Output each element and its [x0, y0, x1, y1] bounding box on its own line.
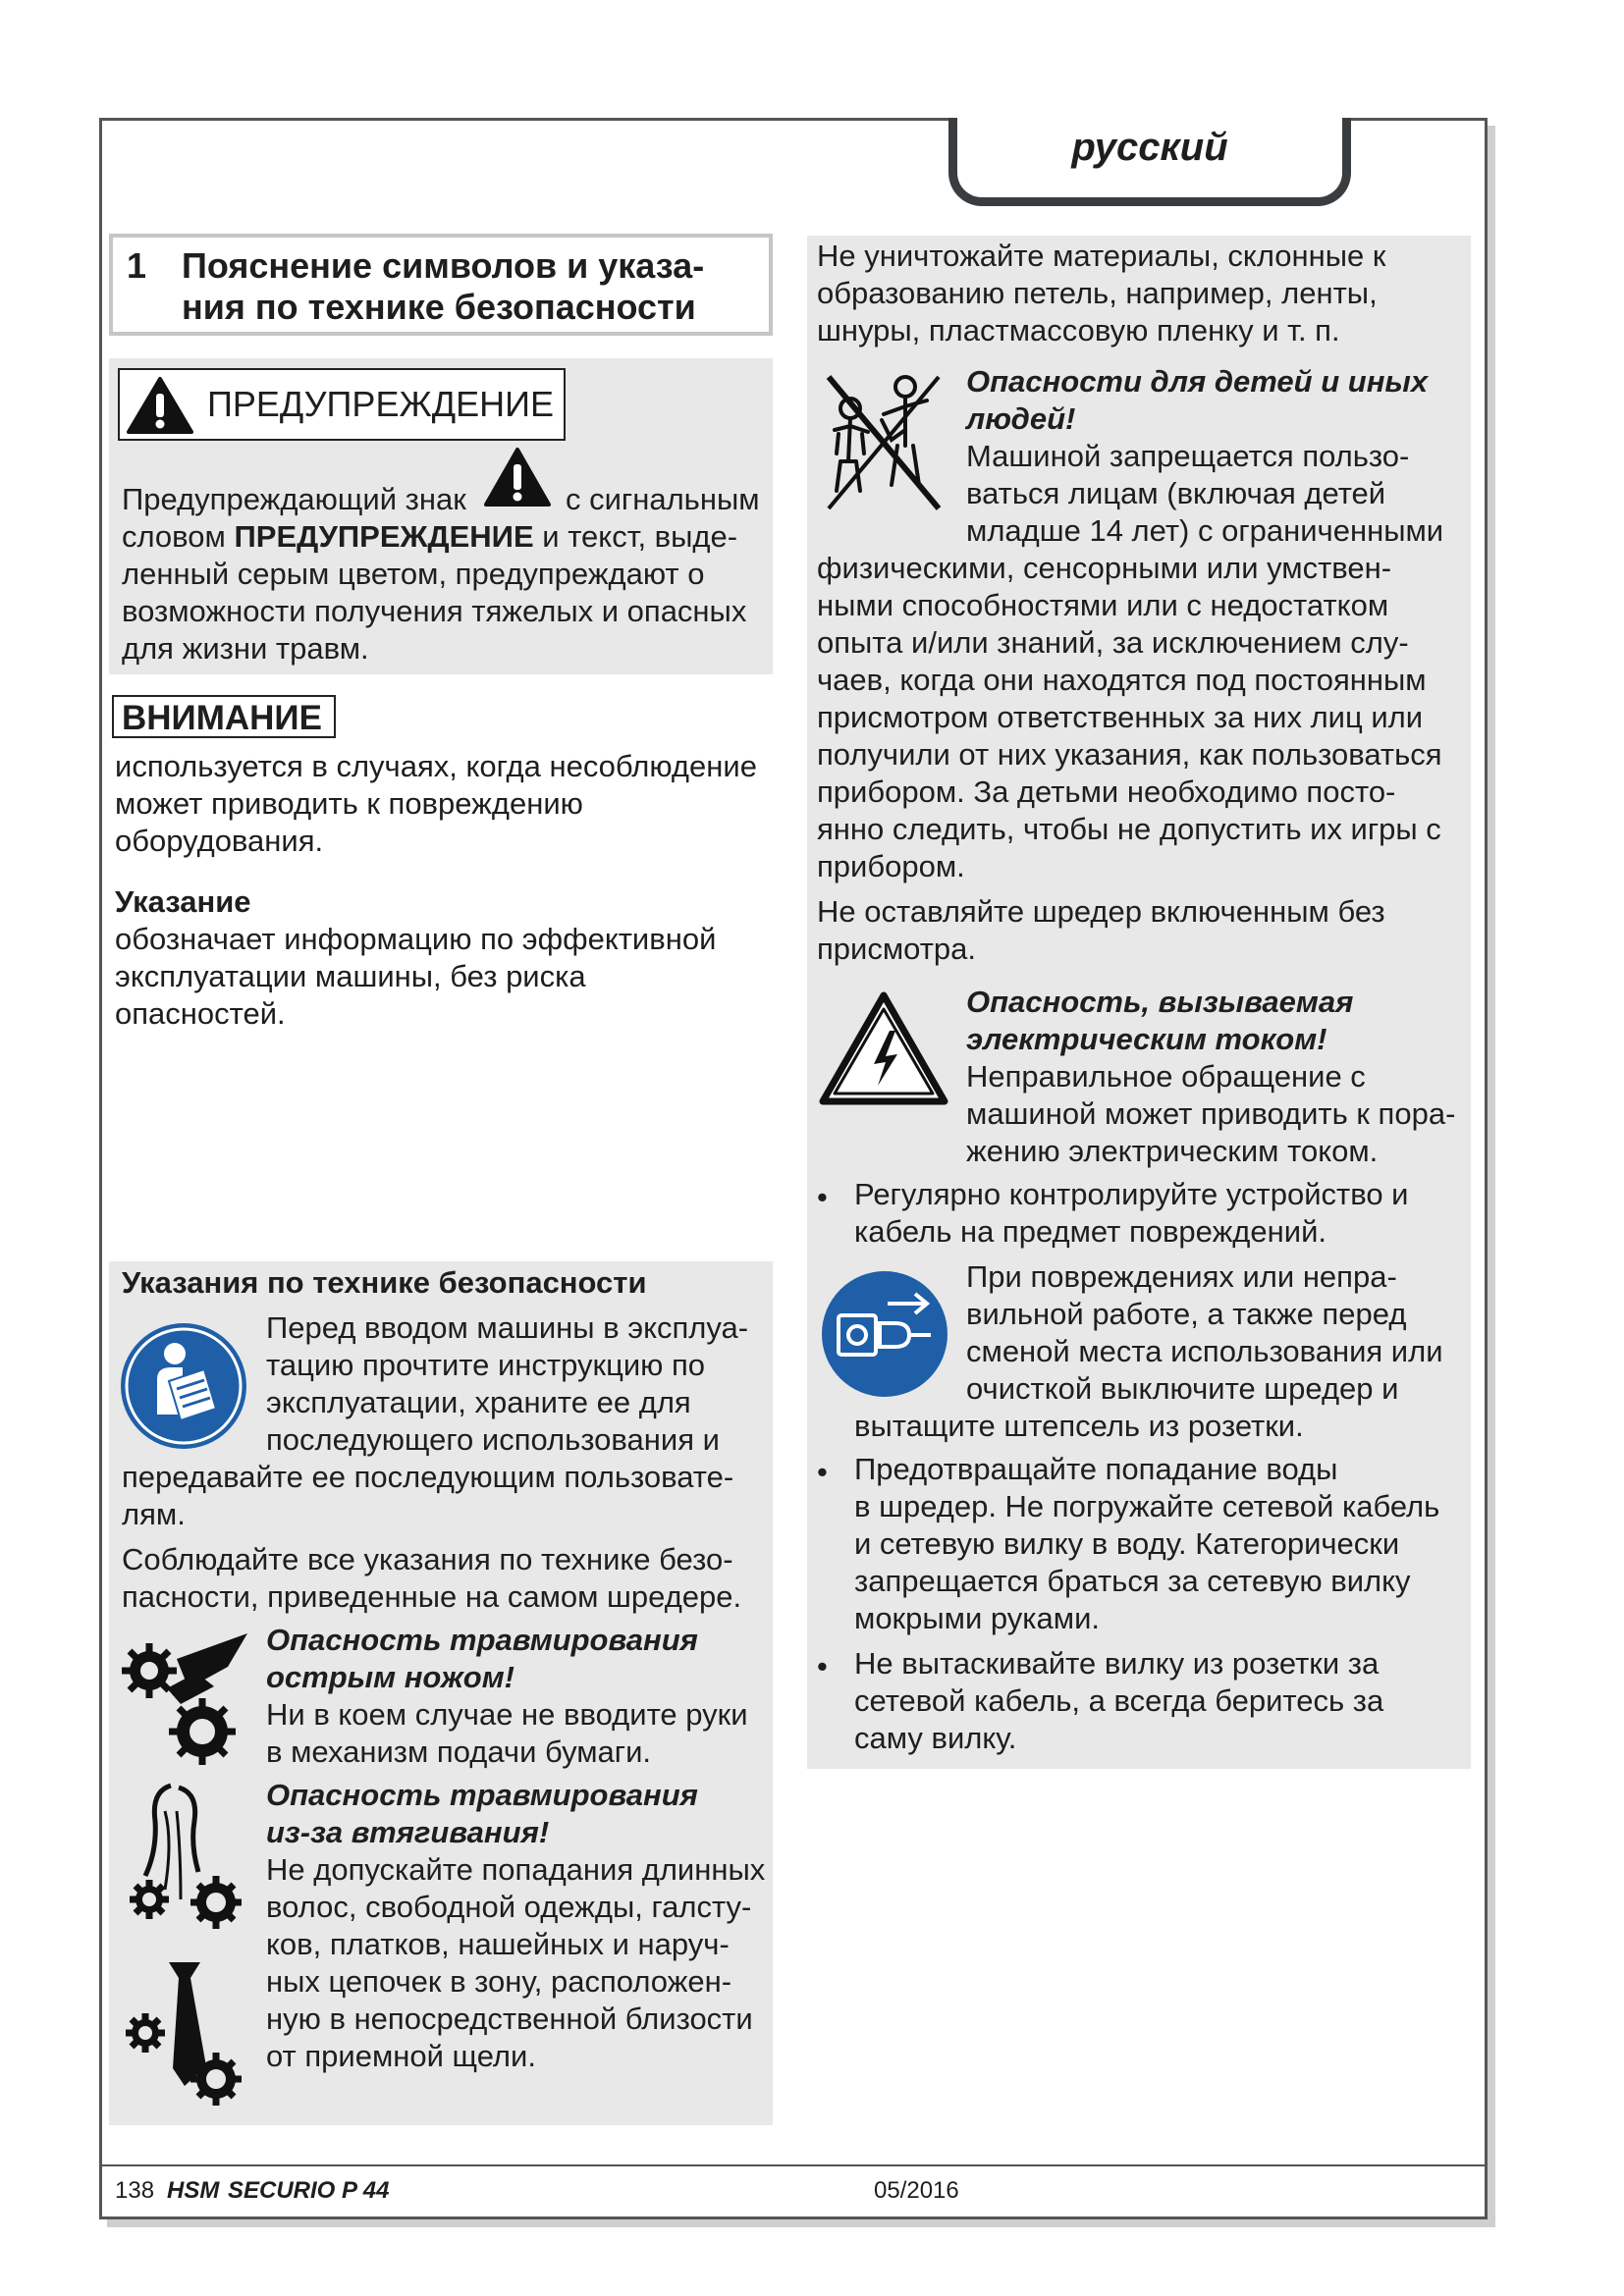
children-prohibited-icon [823, 371, 945, 512]
pull-title: Опасность травмирования из-за втягивания! [266, 1778, 698, 1849]
materials-text: Не уничтожайте материалы, склонные к образованию петель, например, ленты, шнуры, пластмассовую пленку и т. п. [817, 239, 1386, 347]
knife-text: Ни в коем случае не вводите руки в механизм подачи бумаги. [266, 1697, 748, 1769]
bullet-1-text: Регулярно контролируйте устройство и кабель на предмет повреждений. [854, 1177, 1409, 1249]
warning-line-4: возможности получения тяжелых и опасных [122, 594, 747, 628]
warning-line-5: для жизни травм. [122, 631, 369, 666]
tie-entanglement-icon [122, 1958, 253, 2106]
warning-line-3: ленный серым цветом, предупреждают о [122, 557, 705, 591]
knife-title: Опасность травмирования острым ножом! [266, 1623, 698, 1694]
observe-text: Соблюдайте все указания по технике безо- пасности, приведенные на самом шредере. [122, 1542, 742, 1614]
entanglement-hazard-icon [122, 1782, 253, 1929]
unattended-text: Не оставляйте шредер включенным без присмотра. [817, 894, 1385, 966]
unplug-icon [819, 1268, 950, 1400]
language-label: русский [1071, 126, 1228, 169]
warning-line-2 [122, 518, 737, 556]
electric-title: Опасность, вызываемая электрическим током! [966, 985, 1354, 1056]
children-text-b: физическими, сенсорными или умствен- ными способностями или с недостатком опыта и/или знаний, за исключением слу- чаев, когда они находятся под постоянным присмотром ответственных за них лиц или получили от них указания, как пользоваться прибором. За детьми необходимо посто- янно следить, чтобы не допустить их игры с прибором. [817, 551, 1442, 883]
children-text-a: Машиной запрещается пользо- ваться лицам (включая детей младше 14 лет) с ограниченными [966, 439, 1444, 548]
pull-text: Не допускайте попадания длинных волос, свободной одежды, галсту- ков, платков, нашейных и наруч- ных цепочек в зону, расположен- ную в непосредственной близости от приемной щели. [266, 1852, 766, 2073]
safety-title: Указания по технике безопасности [122, 1265, 647, 1300]
bullet-3-text: Не вытаскивайте вилку из розетки за сетевой кабель, а всегда беритесь за саму вилку. [854, 1646, 1384, 1755]
children-title: Опасности для детей и иных людей! [966, 364, 1429, 436]
note-title: Указание [115, 884, 251, 919]
model-name: SECURIO P 44 [228, 2177, 390, 2204]
electric-text: Неправильное обращение с машиной может приводить к пора- жению электрическим током. [966, 1059, 1456, 1168]
warning-line-2a: словом [122, 519, 226, 554]
warning-line-1 [122, 481, 466, 518]
attention-label-box [112, 695, 336, 738]
unplug-text-a: При повреждениях или непра- вильной работе, а также перед сменой места использования или очисткой выключите шредер и [966, 1259, 1443, 1406]
language-tab [948, 118, 1351, 206]
warning-signal-word: ПРЕДУПРЕЖДЕНИЕ [234, 519, 534, 554]
bullet-1-marker: • [817, 1180, 828, 1214]
bullet-2-text: Предотвращайте попадание воды в шредер. Не погружайте сетевой кабель и сетевую вилку в воду. Категорически запрещается браться за сетевую вилку мокрыми руками. [854, 1452, 1440, 1635]
bullet-3-marker: • [817, 1649, 828, 1683]
page-number: 138 [115, 2177, 155, 2204]
manual-text-b: передавайте ее последующим пользовате- лям. [122, 1460, 734, 1531]
warning-line-1a: Предупреждающий знак [122, 482, 466, 516]
note-text: обозначает информацию по эффективной эксплуатации машины, без риска опасностей. [115, 922, 717, 1031]
knife-hazard-icon [120, 1629, 255, 1765]
warning-label-box [118, 368, 566, 441]
warning-label: ПРЕДУПРЕЖДЕНИЕ [207, 384, 554, 424]
attention-label: ВНИМАНИЕ [122, 699, 322, 737]
section-title: Пояснение символов и указа- ния по технике безопасности [182, 245, 705, 327]
footer-rule [99, 2164, 1485, 2166]
manual-text-a: Перед вводом машины в эксплуа- тацию прочтите инструкцию по эксплуатации, храните ее для последующего использования и [266, 1310, 749, 1457]
warning-line-1b: с сигнальным [566, 482, 760, 516]
warning-triangle-icon [126, 376, 194, 435]
section-number: 1 [127, 245, 147, 286]
warning-line-2c: и текст, выде- [542, 519, 738, 554]
read-manual-icon [118, 1320, 249, 1452]
brand-logo: HSM [167, 2177, 220, 2204]
unplug-text-b: вытащите штепсель из розетки. [854, 1409, 1304, 1443]
electric-hazard-icon [819, 991, 948, 1105]
attention-text: используется в случаях, когда несоблюдение может приводить к повреждению оборудования. [115, 749, 757, 858]
warning-triangle-small-icon [483, 447, 552, 507]
section-heading [109, 234, 773, 336]
bullet-2-marker: • [817, 1455, 828, 1489]
footer-date: 05/2016 [874, 2177, 959, 2204]
